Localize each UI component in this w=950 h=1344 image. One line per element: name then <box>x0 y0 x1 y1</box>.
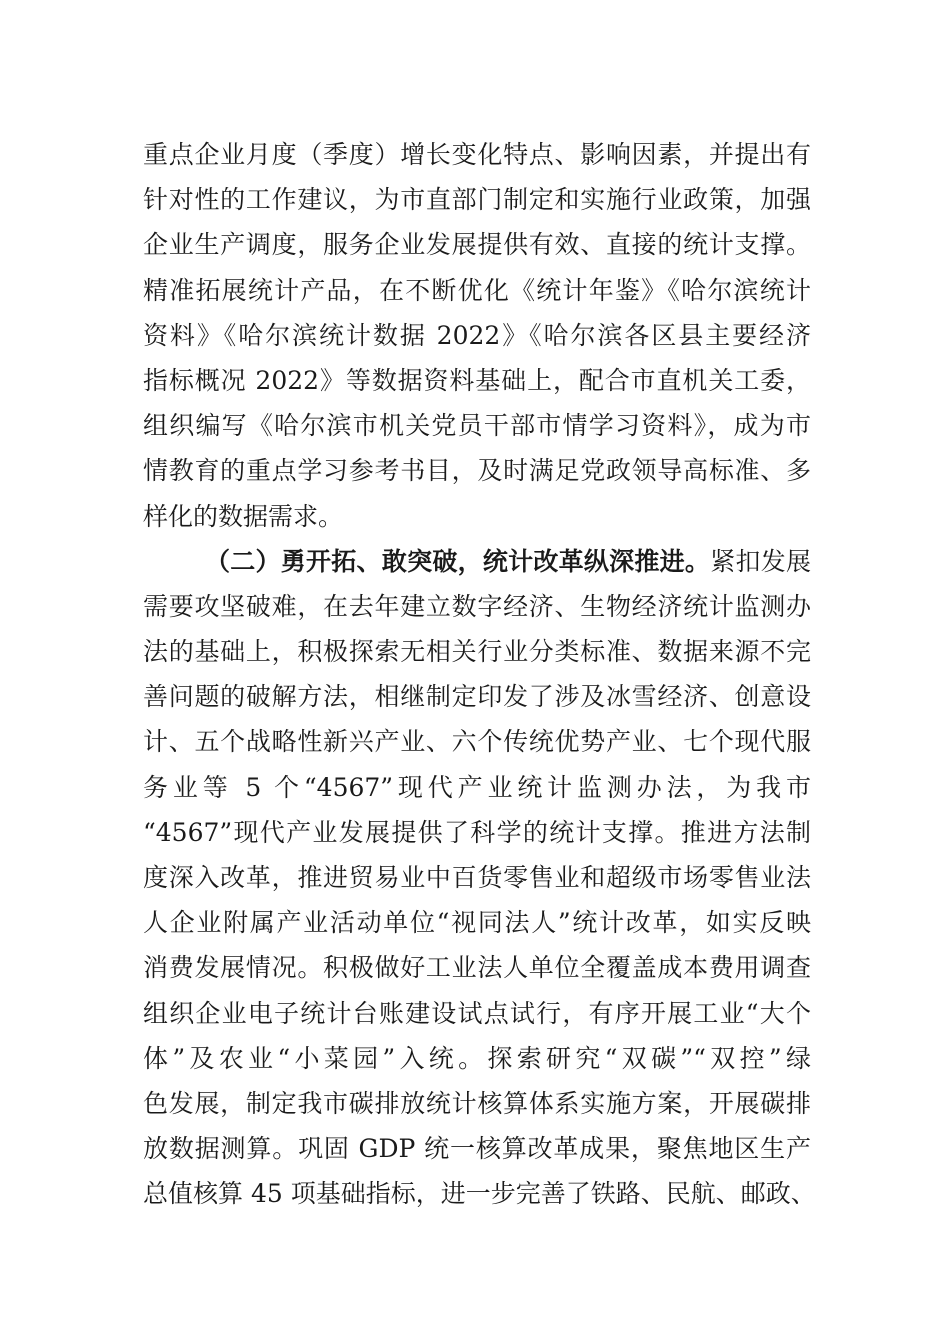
text-line: 消费发展情况。积极做好工业法人单位全覆盖成本费用调查 <box>143 953 811 983</box>
text-line: 务业等 5 个“4567”现代产业统计监测办法，为我市 <box>143 772 811 802</box>
text-line: 企业生产调度，服务企业发展提供有效、直接的统计支撑。 <box>143 230 811 260</box>
paragraph-first-line <box>143 539 811 584</box>
text-line: 针对性的工作建议，为市直部门制定和实施行业政策，加强 <box>143 185 811 215</box>
text-line: 人企业附属产业活动单位“视同法人”统计改革，如实反映 <box>143 908 811 938</box>
text-line: 体”及农业“小菜园”入统。探索研究“双碳”“双控”绿 <box>143 1043 811 1073</box>
paragraph-statistics-service <box>143 132 811 539</box>
text-line: 精准拓展统计产品，在不断优化《统计年鉴》《哈尔滨统计 <box>143 275 811 305</box>
text-line: 情教育的重点学习参考书目，及时满足党政领导高标准、多 <box>143 456 811 486</box>
text-line: 样化的数据需求。 <box>143 501 344 531</box>
heading-trailing-text: 紧扣发展 <box>710 546 811 576</box>
text-line: 指标概况 2022》等数据资料基础上，配合市直机关工委， <box>143 365 811 395</box>
text-line: 资料》《哈尔滨统计数据 2022》《哈尔滨各区县主要经济 <box>143 320 811 350</box>
text-line: 善问题的破解方法，相继制定印发了涉及冰雪经济、创意设 <box>143 682 811 712</box>
text-line: 色发展，制定我市碳排放统计核算体系实施方案，开展碳排 <box>143 1088 811 1118</box>
text-line: 总值核算 45 项基础指标，进一步完善了铁路、民航、邮政、 <box>143 1179 816 1209</box>
document-body <box>143 132 816 1217</box>
text-line: “4567”现代产业发展提供了科学的统计支撑。推进方法制 <box>143 817 811 847</box>
text-line: 度深入改革，推进贸易业中百货零售业和超级市场零售业法 <box>143 863 811 892</box>
text-line: 计、五个战略性新兴产业、六个传统优势产业、七个现代服 <box>143 727 811 757</box>
text-line: 组织企业电子统计台账建设试点试行，有序开展工业“大个 <box>143 998 811 1028</box>
paragraph-statistics-reform <box>143 539 816 1217</box>
section-heading: （二）勇开拓、敢突破，统计改革纵深推进。 <box>205 546 711 576</box>
text-line: 放数据测算。巩固 GDP 统一核算改革成果，聚焦地区生产 <box>143 1134 811 1164</box>
text-line: 组织编写《哈尔滨市机关党员干部市情学习资料》，成为市 <box>143 411 811 441</box>
text-line: 法的基础上，积极探索无相关行业分类标准、数据来源不完 <box>143 637 811 667</box>
text-line: 需要攻坚破难，在去年建立数字经济、生物经济统计监测办 <box>143 591 811 621</box>
text-line: 重点企业月度（季度）增长变化特点、影响因素，并提出有 <box>143 140 811 169</box>
